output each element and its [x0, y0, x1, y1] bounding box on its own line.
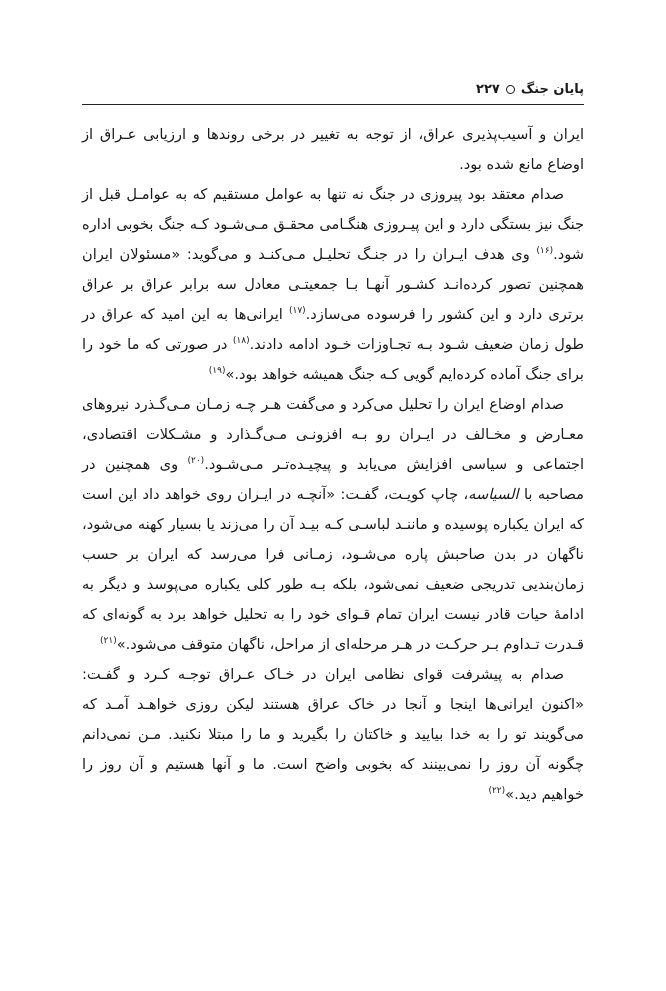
footnote-ref-20: (۲۰)	[187, 456, 205, 466]
footnote-ref-18: (۱۸)	[232, 336, 250, 346]
footnote-ref-16: (۱۶)	[536, 246, 554, 256]
footnote-ref-19: (۱۹)	[208, 366, 226, 376]
circle-icon	[506, 85, 515, 94]
paragraph-2: صدام معتقد بود پیروزی در جنگ نه تنها به عوامل مستقیم که به عوامـل قبل از جنگ نیز بستگی دارد و این پیـروزی هنگـامی محقـق مـی‌شـود کـه جنگ بخوبی اداره شود.$^{(۱۶)}$ وی هدف ایـران را در جنـگ تحلیـل مـی‌کنـد و می‌گوید: «مسئولان ایران همچنین تصور کرده‌انـد کشـور آنهـا بـا جمعیتـی معادل سه برابر عراق بر عراق برتری دارد و این کشور را فرسوده می‌سازد.$^{(۱۷)}$ ایرانی‌ها به این امید که عراق در طول زمان ضعیف شـود بـه تجـاوزات خـود ادامه دادند.$^{(۱۸)}$ در صورتی که ما خود را برای جنگ آماده کرده‌ایم گویی کـه جنگ همیشه خواهد بود.»$^{(۱۹)}$	[82, 186, 584, 383]
newspaper-name: السیاسه	[468, 486, 519, 503]
footnote-ref-21: (۲۱)	[100, 636, 117, 646]
running-header	[82, 76, 584, 102]
chapter-title: پایان جنگ	[520, 81, 584, 97]
footnote-ref-17: (۱۷)	[288, 306, 306, 316]
body-text	[82, 120, 584, 810]
paragraph-1: ایران و آسیب‌پذیری عراق، از توجه به تغییر در برخی روندها و ارزیابی عـراق از اوضاع مانع شده بود.	[82, 126, 584, 173]
page-number: ۲۲۷	[476, 81, 500, 97]
footnote-ref-22: (۲۲)	[488, 786, 506, 796]
paragraph-3: صدام اوضاع ایران را تحلیل می‌کرد و می‌گفت هـر چـه زمـان مـی‌گـذرد نیروهای معـارض و مخـالف در ایـران رو بـه افزونـی مـی‌گـذارد و مشـکلات اقتصادی، اجتماعی و سیاسی افزایش می‌یابد و پیچیـده‌تـر مـی‌شـود.$^{(۲۰)}$ وی همچنین در مصاحبه با السیاسه، چاپ کویـت، گفـت: «آنچـه در ایـران روی خواهد داد این است که ایران یکباره پوسیده و ماننـد لباسـی کـه بیـد آن را می‌زند یا بسیار کهنه می‌شود، ناگهان در بدن صاحبش پاره می‌شـود، زمـانی فرا می‌رسد که ایران بر حسب زمان‌بندیی تدریجی ضعیف نمی‌شود، بلکه بـه طور کلی یکباره می‌پوسد و دیگر به ادامهٔ حیات قادر نیست ایران تمام قـوای خود را به تحلیل خواهد برد به گونه‌ای که قـدرت تـداوم بـر حرکـت در هـر مرحله‌ای از مراحل، ناگهان متوقف می‌شود.»$^{(۲۱)}$	[82, 396, 584, 653]
header-rule	[82, 104, 584, 105]
paragraph-4: صدام به پیشرفت قوای نظامی ایران در خـاک عـراق توجـه کـرد و گفـت: «اکنون ایرانی‌ها اینجا و آنجا در خاک عراق هستند لیکن روزی خواهـد آمـد که می‌گویند تو را به خدا بیایید و خاکتان را بگیرید و ما را مبتلا نکنید. مـن نمی‌دانم چگونه آن روز را نمی‌بینند که بخوبی واضح است. ما و آنها هستیم و آن روز را خواهیم دید.»$^{(۲۲)}$	[82, 666, 584, 803]
